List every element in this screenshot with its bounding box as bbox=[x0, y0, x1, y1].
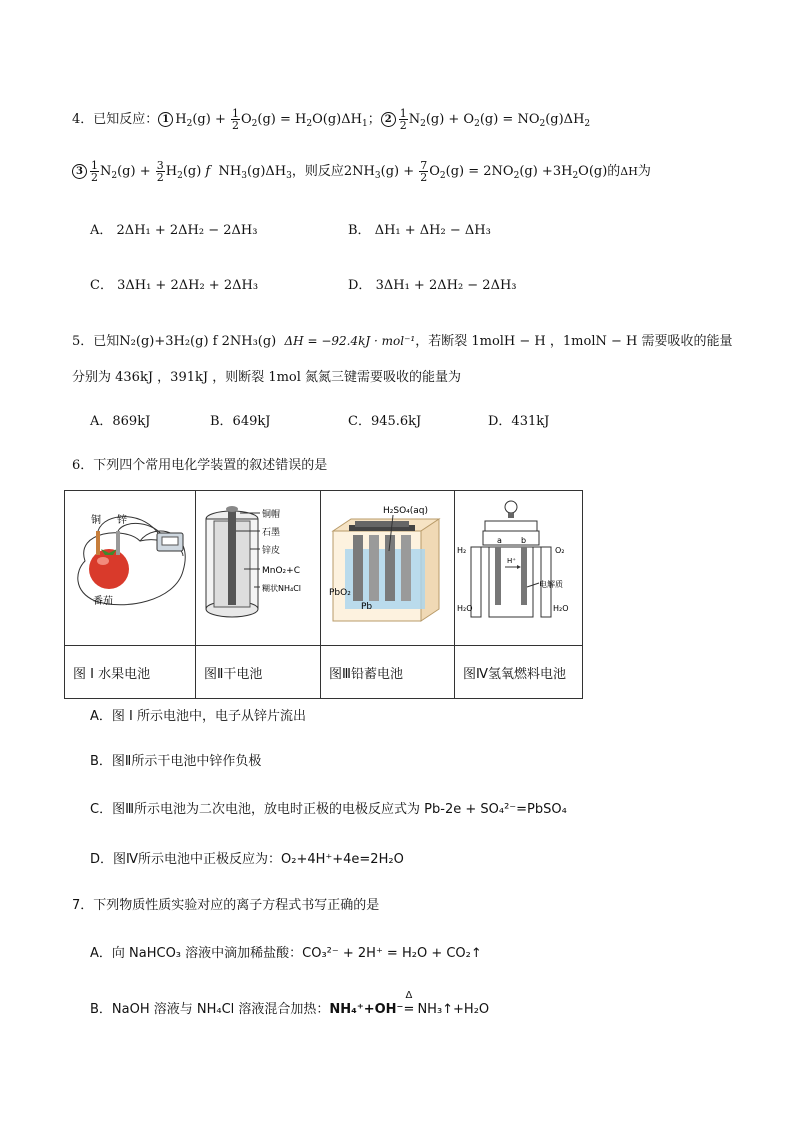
dry-cell-label: 糊状NH₄Cl bbox=[262, 584, 302, 593]
q4-line1: 4．已知反应： 1 $H_2(g)$ + $\frac{1}{2}$ $O_2(g) = H_2O(g)\Delta H_1$； 2 $\frac{1}{2}$ $N_2(g) + O_2(g) = NO_2(g)\Delta H_2$ bbox=[72, 107, 591, 132]
fig3-cell bbox=[321, 491, 455, 646]
option-text: 3ΔH₁ + 2ΔH₂ + 2ΔH₃ bbox=[117, 278, 259, 293]
dry-cell-label: 铜帽 bbox=[262, 510, 281, 520]
fuel-cell-illustration bbox=[455, 491, 582, 641]
delta-symbol: Δ bbox=[405, 990, 413, 1001]
q4-r2-text: (g)ΔH bbox=[545, 112, 585, 127]
electrode-a-label: a bbox=[497, 536, 502, 545]
q5-equation: N₂(g)+3H₂(g) f 2NH₃(g) bbox=[119, 334, 277, 349]
q4-option-d[interactable] bbox=[348, 274, 517, 293]
zinc-label: 锌 bbox=[117, 515, 127, 526]
q4-stem: 4．已知反应： bbox=[72, 112, 159, 127]
electrolyte-label: 电解质 bbox=[539, 580, 563, 589]
fruit-battery-illustration bbox=[65, 491, 195, 641]
q4-r3-text: (g)ΔH bbox=[246, 164, 287, 179]
q6-option-d[interactable]: D．图Ⅳ所示电池中正极反应为：O₂+4H⁺+4e=2H₂O bbox=[90, 852, 404, 867]
q4-text: ，则反应 bbox=[291, 164, 344, 179]
q4-target: O bbox=[429, 164, 440, 179]
q4-r3-text: N bbox=[100, 164, 112, 179]
q4-target: (g) +3H bbox=[519, 164, 573, 179]
q4-r1-text: (g) = H bbox=[257, 112, 307, 127]
fig4-cell bbox=[455, 491, 583, 646]
q7-stem: 7．下列物质性质实验对应的离子方程式书写正确的是 bbox=[72, 898, 380, 913]
fig4-caption: 图Ⅳ氢氧燃料电池 bbox=[455, 646, 583, 699]
fraction: $\frac{1}{2}$ bbox=[91, 159, 98, 184]
option-text: 2ΔH₁ + 2ΔH₂ − 2ΔH₃ bbox=[116, 223, 258, 238]
h2-label: H₂ bbox=[457, 546, 467, 555]
option-label: B． bbox=[348, 223, 371, 238]
tomato-label: 番茄 bbox=[93, 596, 113, 607]
option-label: A． bbox=[90, 223, 113, 238]
q5-line2: 分别为 436kJ ，391kJ ，则断裂 1mol 氮氮三键需要吸收的能量为 bbox=[72, 370, 462, 385]
separator: ； bbox=[367, 112, 381, 127]
q6-option-a[interactable]: A．图 I 所示电池中，电子从锌片流出 bbox=[90, 709, 306, 724]
q6-option-c[interactable]: C．图Ⅲ所示电池为二次电池，放电时正极的电极反应式为 Pb-2e + SO₄²⁻=PbSO₄ bbox=[90, 802, 567, 817]
q4-r2-text: N bbox=[408, 112, 421, 127]
q4-r3-text: NH bbox=[218, 164, 242, 179]
copper-label: 铜 bbox=[91, 515, 101, 526]
hplus-label: H⁺ bbox=[507, 557, 516, 565]
q4-r1-text: (g) + bbox=[192, 112, 230, 127]
water-left-label: H₂O bbox=[457, 604, 473, 613]
q4-r1-text: O(g)ΔH bbox=[312, 112, 362, 127]
fig2-caption: 图Ⅱ干电池 bbox=[196, 646, 321, 699]
pb-label: Pb bbox=[361, 602, 373, 612]
fraction: $\frac{7}{2}$ bbox=[420, 159, 428, 184]
q4-option-a[interactable] bbox=[90, 219, 257, 238]
circled-number-1: 1 bbox=[158, 112, 173, 127]
q4-r1-text: H bbox=[175, 112, 187, 127]
q7-option-b[interactable] bbox=[90, 990, 490, 1017]
dry-cell-illustration bbox=[196, 491, 320, 641]
q4-r1-text: O bbox=[240, 112, 252, 127]
q4-option-c[interactable] bbox=[90, 274, 258, 293]
option-equation: NH₄⁺+OH⁻ bbox=[329, 1002, 404, 1017]
q4-target: (g) = 2NO bbox=[445, 164, 514, 179]
q4-target: 为 bbox=[637, 164, 651, 179]
option-label: D． bbox=[348, 278, 372, 293]
fig1-cell bbox=[65, 491, 196, 646]
q4-target: O(g)的 bbox=[578, 164, 621, 179]
option-text: ΔH₁ + ΔH₂ − ΔH₃ bbox=[374, 223, 491, 238]
q5-stem-tail: ，若断裂 1molH − H ，1molN − H 需要吸收的能量 bbox=[415, 334, 733, 349]
option-text: B．NaOH 溶液与 NH₄Cl 溶液混合加热： bbox=[90, 1002, 330, 1017]
q4-r3-text: (g) bbox=[182, 164, 202, 179]
fig3-caption: 图Ⅲ铅蓄电池 bbox=[321, 646, 455, 699]
q5-option-c[interactable]: C．945.6kJ bbox=[348, 414, 422, 429]
q4-r3-text: f bbox=[205, 164, 211, 179]
q6-stem: 6．下列四个常用电化学装置的叙述错误的是 bbox=[72, 458, 328, 473]
option-text: 3ΔH₁ + 2ΔH₂ − 2ΔH₃ bbox=[375, 278, 517, 293]
q6-option-b[interactable]: B．图Ⅱ所示干电池中锌作负极 bbox=[90, 754, 262, 769]
q4-option-b[interactable] bbox=[348, 219, 491, 238]
fraction: $\frac{3}{2}$ bbox=[156, 159, 164, 184]
q4-line2: 3 $\frac{1}{2}$ $N_2(g)$ + $\frac{3}{2}$ $H_2(g)$ f $NH_3(g)\Delta H_3$，则反应$2NH_3(g)$ + $\frac{7}{2}$ $O_2(g) = 2NO_2(g) +3H_2O(g)$的ΔH为 bbox=[72, 160, 651, 183]
q5-stem: 5．已知 bbox=[72, 334, 120, 349]
sulfuric-acid-label: H₂SO₄(aq) bbox=[383, 506, 429, 516]
q4-r3-text: (g) + bbox=[117, 164, 155, 179]
fraction: $\frac{1}{2}$ bbox=[399, 107, 407, 132]
q5-line1 bbox=[72, 330, 732, 349]
dry-cell-label: 锌皮 bbox=[262, 546, 281, 556]
heat-arrow: Δ = bbox=[403, 990, 415, 1017]
fig1-caption: 图 I 水果电池 bbox=[65, 646, 196, 699]
q5-option-d[interactable]: D．431kJ bbox=[488, 414, 550, 429]
q5-option-a[interactable]: A．869kJ bbox=[90, 414, 151, 429]
circled-number-2: 2 bbox=[381, 112, 396, 127]
pbo2-label: PbO₂ bbox=[329, 588, 351, 598]
option-equation: NH₃↑+H₂O bbox=[417, 1002, 490, 1017]
circled-number-3: 3 bbox=[72, 164, 87, 179]
fig2-cell bbox=[196, 491, 321, 646]
fraction: $\frac{1}{2}$ bbox=[231, 107, 239, 132]
electrode-b-label: b bbox=[521, 536, 527, 545]
q4-r3-text: H bbox=[165, 164, 178, 179]
q4-r2-text: (g) + O bbox=[425, 112, 475, 127]
dry-cell-label: 石墨 bbox=[262, 528, 281, 538]
water-right-label: H₂O bbox=[553, 604, 569, 613]
lead-acid-battery-illustration bbox=[321, 491, 454, 641]
q4-target: 2NH bbox=[343, 164, 375, 179]
q4-target: ΔH bbox=[620, 165, 638, 178]
q7-option-a[interactable]: A．向 NaHCO₃ 溶液中滴加稀盐酸：CO₃²⁻ + 2H⁺ = H₂O + CO₂↑ bbox=[90, 946, 482, 961]
q6-figure-table bbox=[64, 490, 583, 699]
q4-r2-text: (g) = NO bbox=[479, 112, 540, 127]
option-label: C． bbox=[90, 278, 113, 293]
q5-option-b[interactable]: B．649kJ bbox=[210, 414, 271, 429]
q4-target: (g) + bbox=[380, 164, 419, 179]
o2-label: O₂ bbox=[555, 546, 565, 555]
dry-cell-label: MnO₂+C bbox=[262, 566, 300, 576]
q5-enthalpy: ΔH = −92.4kJ · mol⁻¹ bbox=[284, 334, 416, 348]
